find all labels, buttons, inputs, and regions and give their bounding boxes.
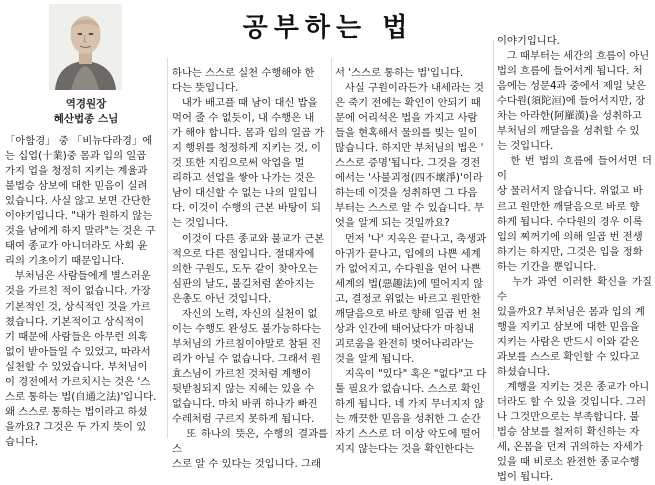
column-divider bbox=[167, 58, 168, 438]
monk-portrait-image bbox=[49, 4, 122, 90]
author-name: 혜산법종 스님 bbox=[53, 113, 119, 125]
article-column-3: 서 '스스로 통하는 법'입니다. 사실 구원이라든가 내세라는 것 은 죽기 전에는 확인이 안되기 때 문에 어리석은 법을 가지고 사람 들을 현혹해서 물의를 빚는 일이 많습니다. 하지만 부처님의 법은 ' 스스로 증명'됩니다. 그것을 경전 에서는 '사불괴정(四不壞淨)'이라 하는데 이것을 성취하면 그 다음 부터는 스스로 알 수 있습니다. 무 엇을 알게 되는 것일까요? 먼저 '나' 지옥은 끝나고, 축생과 아귀가 끝나고, 입에의 나쁜 세계 가 없어지고, 수다원을 얻어 나쁜 세계의 법(惡趣法)에 떨어지지 않 고, 결정코 위없는 바르고 원만한 깨달음으로 바로 향해 일곱 번 천 상과 인간에 태어났다가 마침내 괴로움을 완전히 벗어나리라'는 것을 알게 됩니다. 지옥이 "있다" 혹은 "없다"고 다 툴 필요가 없습니다. 스스로 확인 하게 됩니다. 네 가지 무너지지 않 는 깨끗한 믿음을 성취한 그 순간 자기 스스로 더 이상 악도에 떨어 지지 않는다는 것을 확인한다는 bbox=[335, 67, 487, 456]
article-column-4: 이야기입니다. 그 때부터는 세간의 흐름이 아닌 법의 흐름에 들어서게 됩니다. 처 음에는 성문4과 중에서 제일 낮은 수다원(須陀洹)에 들어서지만, 장 차는 아라한(阿羅漢)을 성취하고 부처님의 깨달음을 성취할 수 있 는 것입니다. 한 번 법의 흐름에 들어서면 더 이 상 물러서지 않습니다. 위없고 바 르고 원만한 깨달음으로 바로 향 하게 됩니다. 수다원의 경우 이록 입의 찌꺼기에 의해 일곱 번 전생 하기는 하지만, 그것은 입을 정화 하는 기간을 뿐입니다. 누가 과연 이러한 확신을 가질 수 있을까요? 부처님은 몸과 입의 계 행을 지키고 삼보에 대한 믿음을 지키는 사람은 반드시 이와 같은 과보를 스스로 확인할 수 있다고 하셨습니다. 계행을 지키는 것은 종교가 아니 더라도 할 수 있을 것입니다. 그러 나 그것만으로는 부족합니다. 불 법승 삼보를 철저히 확신하는 자 세, 온몸을 던져 귀의하는 자세가 있을 때 비로소 완전한 종교수행 법이 됩니다. bbox=[497, 35, 653, 484]
column-divider bbox=[493, 40, 494, 438]
article-column-1: 「아함경」 중 「비뉴다라경」에 는 십업(十業)중 몸과 입의 일곱 가지 업을 청정히 지키는 계율과 불법승 삼보에 대한 믿음이 실려 있습니다. 사실 않고 보면 간단한 이야기입니다. "내가 원하지 않는 것을 남에게 하지 말라"는 것은 구 태여 종교가 아니더라도 사회 윤 리의 기초이기 때문입니다. 부처님은 사람들에게 별스러운 것을 가르친 적이 없습니다. 가장 기본적인 것, 상식적인 것을 가르 쳤습니다. 기본적이고 상식적이 기 때문에 사람들은 아무런 의혹 없이 받아들일 수 있었고, 따라서 실천할 수 있었습니다. 부처님이 이 경전에서 가르치시는 것은 '스 스로 통하는 법(自通之法)'입니다. 왜 스스로 통하는 법이라고 하셨 을까요? 그것은 두 가지 뜻이 있 습니다. bbox=[5, 135, 157, 448]
column-divider bbox=[331, 58, 332, 438]
article-title: 공부하는 법 bbox=[242, 13, 414, 43]
article-column-2: 하나는 스스로 실천 수행해야 한 다는 뜻입니다. 내가 배고플 때 남이 대신 밥을 먹어 줄 수 없듯이, 내 수행은 내 가 해야 합니다. 몸과 입의 일곱 가 지 행위를 청정하게 지키는 것, 이 것 또한 지킴으로써 악업을 멀 리하고 선업을 쌓아 나가는 것은 남이 대신할 수 없는 나의 일입니 다. 이것이 수행의 근본 바탕이 되 는 것입니다. 이것이 다른 종교와 불교가 근본 적으로 다른 점입니다. 절대자에 의한 구원도, 도두 같이 찾아오는 심판의 날도, 불길처럼 쏟아지는 은총도 아닌 것입니다. 자신의 노력, 자신의 실천이 없 이는 수행도 완성도 불가능하다는 부처님의 가르침이야말로 참된 진 리가 아닐 수 없습니다. 그래서 원 효스님이 가르친 것처럼 계행이 뒷받침되지 않는 지혜는 있을 수 없습니다. 마치 바퀴 하나가 빠진 수레처럼 구르지 못하게 됩니다. 또 하나의 뜻은, 수행의 결과를 스 스로 알 수 있다는 것입니다. 그래 bbox=[172, 67, 328, 471]
author-portrait bbox=[49, 4, 122, 90]
author-role: 역경원장 bbox=[65, 98, 107, 110]
